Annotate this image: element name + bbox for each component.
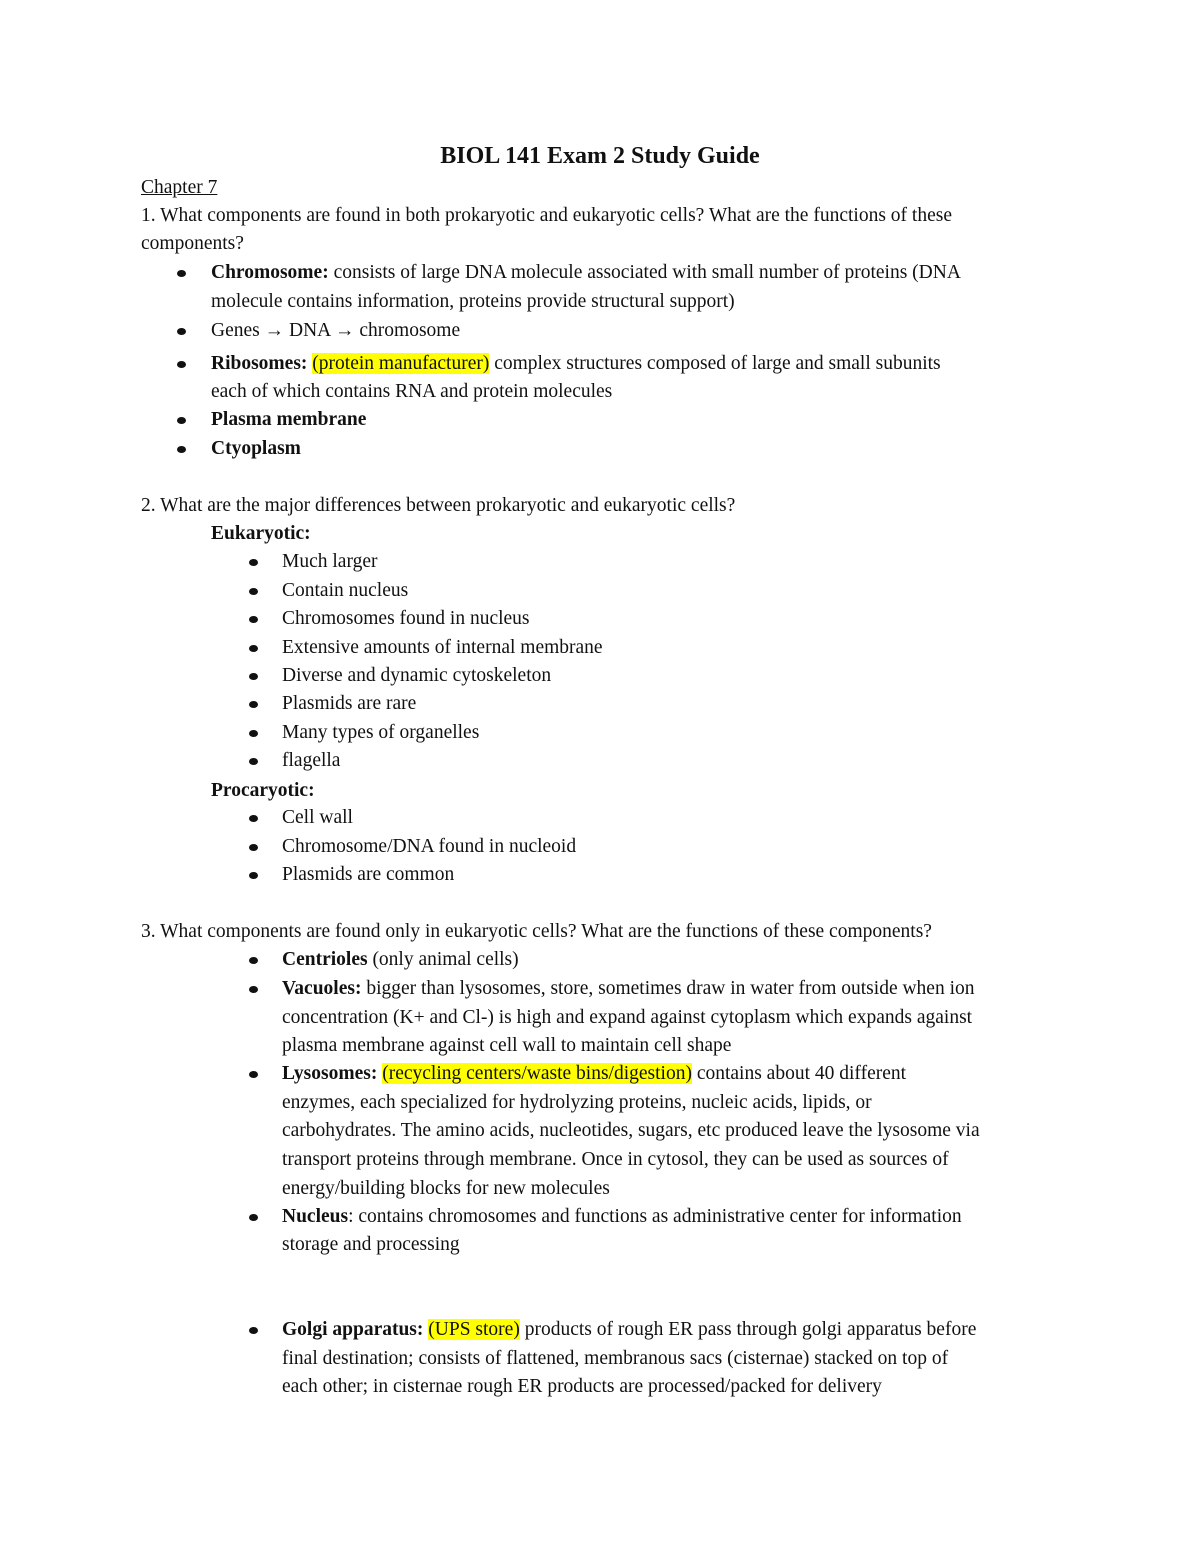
bullet-icon	[177, 417, 186, 424]
vacuoles-term: Vacuoles:	[282, 978, 362, 999]
bullet-icon	[249, 1071, 258, 1078]
q1-question-line2: components?	[141, 233, 244, 254]
ribosomes-text: complex structures composed of large and small subunits	[489, 353, 941, 374]
eukaryotic-item: Much larger	[282, 551, 378, 572]
nucleus-text: : contains chromosomes and functions as administrative center for information	[348, 1206, 962, 1227]
eukaryotic-label: Eukaryotic:	[211, 523, 311, 544]
chromosome-term: Chromosome:	[211, 262, 329, 283]
bullet-icon	[249, 588, 258, 595]
lysosomes-highlight: (recycling centers/waste bins/digestion)	[382, 1063, 692, 1084]
q1-chromosome-item	[211, 259, 961, 287]
q3-golgi-item-cont: final destination; consists of flattened, membranous sacs (cisternae) stacked on top of	[282, 1348, 949, 1369]
q1-ribosomes-item-cont: each of which contains RNA and protein molecules	[211, 381, 613, 402]
q3-centrioles-item	[282, 946, 519, 974]
procaryotic-item: Cell wall	[282, 807, 353, 828]
bullet-icon	[249, 730, 258, 737]
procaryotic-label: Procaryotic:	[211, 780, 315, 801]
q2-question: 2. What are the major differences between prokaryotic and eukaryotic cells?	[141, 495, 736, 516]
bullet-icon	[249, 844, 258, 851]
bullet-icon	[249, 1327, 258, 1334]
vacuoles-text: bigger than lysosomes, store, sometimes draw in water from outside when ion	[361, 978, 975, 999]
q3-golgi-item-cont: each other; in cisternae rough ER products are processed/packed for delivery	[282, 1376, 882, 1397]
q1-genes-item: Genes → DNA → chromosome	[211, 320, 461, 341]
bullet-icon	[249, 1214, 258, 1221]
bullet-icon	[249, 616, 258, 623]
q1-chromosome-item-cont: molecule contains information, proteins provide structural support)	[211, 291, 735, 312]
ribosomes-highlight: (protein manufacturer)	[312, 353, 490, 374]
q3-nucleus-item	[282, 1203, 962, 1231]
document-title: BIOL 141 Exam 2 Study Guide	[440, 143, 760, 169]
q3-lysosomes-item	[282, 1060, 906, 1088]
q3-lysosomes-item-cont: carbohydrates. The amino acids, nucleotides, sugars, etc produced leave the lysosome via	[282, 1120, 980, 1141]
chapter-heading: Chapter 7	[141, 177, 218, 198]
eukaryotic-item: Diverse and dynamic cytoskeleton	[282, 665, 552, 686]
eukaryotic-item: Contain nucleus	[282, 580, 409, 601]
q3-lysosomes-item-cont: energy/building blocks for new molecules	[282, 1178, 610, 1199]
procaryotic-item: Chromosome/DNA found in nucleoid	[282, 836, 577, 857]
golgi-term: Golgi apparatus:	[282, 1319, 424, 1340]
q1-question-line1: 1. What components are found in both prokaryotic and eukaryotic cells? What are the functions of these	[141, 205, 952, 226]
lysosomes-text: contains about 40 different	[691, 1063, 907, 1084]
bullet-icon	[249, 645, 258, 652]
eukaryotic-item: flagella	[282, 750, 341, 771]
q1-cytoplasm-item: Ctyoplasm	[211, 438, 301, 459]
eukaryotic-item: Chromosomes found in nucleus	[282, 608, 530, 629]
bullet-icon	[249, 986, 258, 993]
centrioles-term: Centrioles	[282, 949, 368, 970]
q3-lysosomes-item-cont: enzymes, each specialized for hydrolyzing proteins, nucleic acids, lipids, or	[282, 1092, 872, 1113]
q3-golgi-item	[282, 1316, 976, 1344]
eukaryotic-item: Extensive amounts of internal membrane	[282, 637, 603, 658]
q3-vacuoles-item-cont: plasma membrane against cell wall to maintain cell shape	[282, 1035, 732, 1056]
bullet-icon	[177, 270, 186, 277]
centrioles-text: (only animal cells)	[367, 949, 519, 970]
bullet-icon	[177, 361, 186, 368]
chromosome-text: consists of large DNA molecule associated with small number of proteins (DNA	[328, 262, 961, 283]
q1-ribosomes-item	[211, 350, 941, 378]
q3-question: 3. What components are found only in eukaryotic cells? What are the functions of these components?	[141, 921, 932, 942]
q3-vacuoles-item	[282, 975, 975, 1003]
eukaryotic-item: Plasmids are rare	[282, 693, 417, 714]
bullet-icon	[249, 815, 258, 822]
lysosomes-term: Lysosomes:	[282, 1063, 378, 1084]
q1-plasma-membrane-item: Plasma membrane	[211, 409, 367, 430]
bullet-icon	[177, 328, 186, 335]
bullet-icon	[177, 446, 186, 453]
bullet-icon	[249, 701, 258, 708]
bullet-icon	[249, 872, 258, 879]
nucleus-term: Nucleus	[282, 1206, 349, 1227]
q3-vacuoles-item-cont: concentration (K+ and Cl-) is high and expand against cytoplasm which expands against	[282, 1007, 973, 1028]
bullet-icon	[249, 559, 258, 566]
bullet-icon	[249, 957, 258, 964]
eukaryotic-item: Many types of organelles	[282, 722, 480, 743]
procaryotic-item: Plasmids are common	[282, 864, 455, 885]
bullet-icon	[249, 673, 258, 680]
q3-nucleus-item-cont: storage and processing	[282, 1234, 460, 1255]
bullet-icon	[249, 758, 258, 765]
golgi-highlight: (UPS store)	[428, 1319, 520, 1340]
golgi-text: products of rough ER pass through golgi apparatus before	[519, 1319, 977, 1340]
ribosomes-term: Ribosomes:	[211, 353, 308, 374]
q3-lysosomes-item-cont: transport proteins through membrane. Once in cytosol, they can be used as sources of	[282, 1149, 949, 1170]
